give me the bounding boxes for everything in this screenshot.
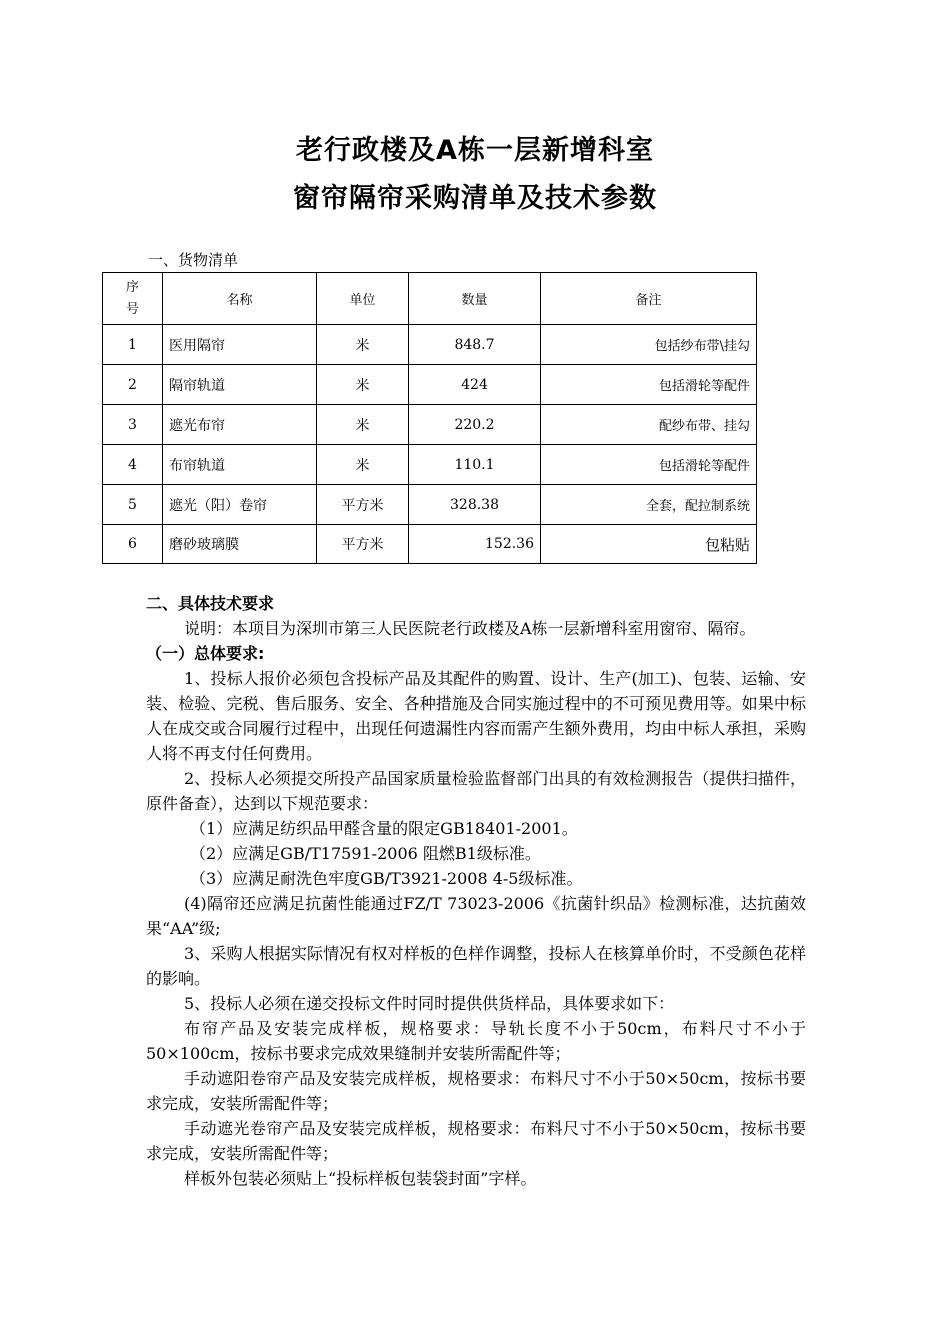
cell-unit: 米 <box>317 365 409 405</box>
requirements-intro: 说明：本项目为深圳市第三人民医院老行政楼及A栋一层新增科室用窗帘、隔帘。 <box>184 619 756 638</box>
header-name: 名称 <box>163 273 317 325</box>
table-row <box>103 525 757 564</box>
requirement-paragraph-1: 1、投标人报价必须包含投标产品及其配件的购置、设计、生产(加工)、包装、运输、安装、检验、完税、售后服务、安全、各种措施及合同实施过程中的不可预见费用等。如果中标人在成交或合同履行过程中，出现任何遗漏性内容而需产生额外费用，均由中标人承担，采购人将不再支付任何费用。 <box>146 669 806 763</box>
cell-note: 配纱布带、挂勾 <box>541 405 757 445</box>
cell-no: 5 <box>103 485 163 525</box>
cell-qty: 848.7 <box>409 325 541 365</box>
cell-no: 1 <box>103 325 163 365</box>
cell-unit: 米 <box>317 405 409 445</box>
cell-unit: 米 <box>317 325 409 365</box>
requirement-paragraph-3: 3、采购人根据实际情况有权对样板的色样作调整，投标人在核算单价时，不受颜色花样的影响。 <box>146 944 806 988</box>
table-row <box>103 485 757 525</box>
cell-note: 全套，配拉制系统 <box>541 485 757 525</box>
cell-unit: 米 <box>317 445 409 485</box>
table-row <box>103 445 757 485</box>
cell-name: 遮光布帘 <box>163 405 317 445</box>
table-row <box>103 365 757 405</box>
header-no <box>103 273 163 325</box>
header-no-line1: 序 <box>125 279 139 295</box>
cell-qty: 424 <box>409 365 541 405</box>
sample-requirement-2: 手动遮阳卷帘产品及安装完成样板，规格要求：布料尺寸不小于50×50cm，按标书要求完成，安装所需配件等； <box>146 1069 806 1113</box>
cell-unit: 平方米 <box>317 525 409 564</box>
general-requirements-heading: （一）总体要求: <box>146 644 265 663</box>
cell-no: 2 <box>103 365 163 405</box>
goods-list-label: 一、货物清单 <box>148 251 239 269</box>
table-row <box>103 325 757 365</box>
cell-unit: 平方米 <box>317 485 409 525</box>
requirement-item-2-3: （3）应满足耐洗色牢度GB/T3921-2008 4-5级标准。 <box>190 869 583 888</box>
cell-note: 包括纱布带\挂勾 <box>541 325 757 365</box>
requirement-item-2-1: （1）应满足纺织品甲醛含量的限定GB18401-2001。 <box>190 819 578 838</box>
header-no-line2: 号 <box>125 301 139 317</box>
cell-note: 包粘贴 <box>541 525 757 564</box>
goods-table <box>102 272 757 564</box>
sample-requirement-4: 样板外包装必须贴上“投标样板包装袋封面”字样。 <box>184 1169 537 1188</box>
cell-name: 遮光（阳）卷帘 <box>163 485 317 525</box>
cell-name: 布帘轨道 <box>163 445 317 485</box>
cell-note: 包括滑轮等配件 <box>541 365 757 405</box>
cell-qty: 152.36 <box>409 525 541 564</box>
table-header-row <box>103 273 757 325</box>
requirement-item-2-2: （2）应满足GB/T17591-2006 阻燃B1级标准。 <box>190 844 541 863</box>
cell-name: 磨砂玻璃膜 <box>163 525 317 564</box>
cell-qty: 110.1 <box>409 445 541 485</box>
sample-requirement-1: 布帘产品及安装完成样板，规格要求：导轨长度不小于50cm，布料尺寸不小于50×100cm，按标书要求完成效果缝制并安装所需配件等； <box>146 1019 806 1063</box>
cell-qty: 328.38 <box>409 485 541 525</box>
technical-requirements <box>146 591 806 1191</box>
header-note: 备注 <box>541 273 757 325</box>
requirement-item-2-4: (4)隔帘还应满足抗菌性能通过FZ/T 73023-2006《抗菌针织品》检测标准，达抗菌效果“AA”级; <box>146 894 806 938</box>
header-unit: 单位 <box>317 273 409 325</box>
requirements-heading: 二、具体技术要求 <box>146 594 275 613</box>
document-title-line2: 窗帘隔帘采购清单及技术参数 <box>293 183 657 214</box>
header-qty: 数量 <box>409 273 541 325</box>
requirement-paragraph-2: 2、投标人必须提交所投产品国家质量检验监督部门出具的有效检测报告（提供扫描件，原件备查），达到以下规范要求： <box>146 769 806 813</box>
cell-qty: 220.2 <box>409 405 541 445</box>
cell-name: 医用隔帘 <box>163 325 317 365</box>
cell-no: 4 <box>103 445 163 485</box>
table-row <box>103 405 757 445</box>
document-title-line1: 老行政楼及A栋一层新增科室 <box>296 135 654 166</box>
sample-requirement-3: 手动遮光卷帘产品及安装完成样板，规格要求：布料尺寸不小于50×50cm，按标书要求完成，安装所需配件等； <box>146 1119 806 1163</box>
requirement-paragraph-5: 5、投标人必须在递交投标文件时同时提供供货样品，具体要求如下： <box>184 994 675 1013</box>
cell-no: 3 <box>103 405 163 445</box>
cell-no: 6 <box>103 525 163 564</box>
cell-note: 包括滑轮等配件 <box>541 445 757 485</box>
cell-name: 隔帘轨道 <box>163 365 317 405</box>
